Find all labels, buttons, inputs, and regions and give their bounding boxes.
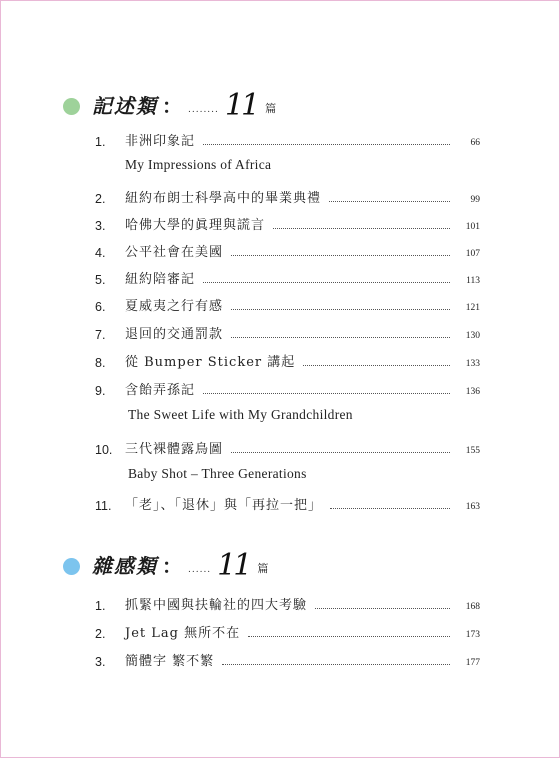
- dot-leader: [273, 227, 450, 229]
- entry-title: Jet Lag 無所不在: [125, 626, 241, 641]
- entry-number: 8.: [95, 356, 106, 370]
- entry-page: 177: [465, 658, 480, 668]
- entry-number: 1.: [95, 135, 106, 149]
- toc-entry[interactable]: [95, 495, 480, 513]
- dot-leader: [329, 200, 450, 202]
- entry-page: 163: [465, 502, 480, 512]
- entry-page: 130: [465, 331, 480, 341]
- dot-leader: [231, 336, 450, 338]
- entry-page: 66: [470, 138, 480, 148]
- entry-title: 簡體字 繁不繁: [125, 654, 215, 669]
- entry-page: 155: [465, 446, 480, 456]
- entry-title: 三代裸體露鳥圖: [125, 442, 224, 457]
- section-count: 11: [224, 88, 258, 123]
- dot-leader: [231, 451, 450, 453]
- toc-entry[interactable]: [95, 439, 480, 457]
- toc-entry[interactable]: [95, 269, 480, 287]
- entry-title: 含飴弄孫記: [125, 383, 196, 398]
- entry-number: 5.: [95, 273, 106, 287]
- section-header-reflections: [63, 548, 269, 583]
- dot-leader: [203, 143, 450, 145]
- dot-leader: [203, 281, 450, 283]
- entry-number: 11.: [95, 499, 112, 513]
- toc-entry[interactable]: [95, 352, 480, 370]
- entry-number: 3.: [95, 655, 106, 669]
- toc-entry[interactable]: [95, 324, 480, 342]
- dot-leader: [303, 364, 450, 366]
- entry-subtitle: My Impressions of Africa: [125, 157, 272, 172]
- entry-page: 113: [466, 276, 480, 286]
- section-colon: ：: [162, 94, 182, 118]
- dot-leader: [231, 308, 450, 310]
- dot-leader: [315, 607, 450, 609]
- toc-entry[interactable]: [95, 131, 480, 149]
- section-title: 雜感類: [92, 554, 158, 578]
- section-dots: ......: [188, 565, 212, 575]
- entry-page: 101: [465, 222, 480, 232]
- entry-title: 非洲印象記: [125, 134, 196, 149]
- entry-number: 10.: [95, 443, 113, 457]
- toc-entry[interactable]: [95, 296, 480, 314]
- entry-number: 2.: [95, 627, 106, 641]
- toc-entry[interactable]: [95, 380, 480, 398]
- entry-page: 136: [465, 387, 480, 397]
- entry-title: 退回的交通罰款: [125, 327, 224, 342]
- toc-entry[interactable]: [95, 242, 480, 260]
- section-count: 11: [217, 548, 250, 583]
- dot-leader: [203, 392, 450, 394]
- entry-title: 抓緊中國與扶輪社的四大考驗: [125, 598, 308, 613]
- toc-entry[interactable]: [95, 623, 480, 641]
- toc-entry[interactable]: [95, 188, 480, 206]
- entry-title: 紐約布朗士科學高中的畢業典禮: [125, 191, 322, 206]
- dot-leader: [231, 254, 450, 256]
- dot-leader: [248, 635, 450, 637]
- blue-circle-icon: [63, 558, 80, 575]
- entry-title: 哈佛大學的眞理與謊言: [125, 218, 266, 233]
- section-unit: 篇: [257, 562, 269, 575]
- entry-page: 107: [465, 249, 480, 259]
- entry-number: 4.: [95, 246, 106, 260]
- toc-entry[interactable]: [95, 595, 480, 613]
- dot-leader: [222, 663, 450, 665]
- entry-subtitle: Baby Shot – Three Generations: [128, 466, 307, 481]
- entry-page: 173: [465, 630, 480, 640]
- entry-number: 9.: [95, 384, 106, 398]
- entry-title: 公平社會在美國: [125, 245, 224, 260]
- entry-title: 「老」、「退休」與「再拉一把」: [125, 498, 323, 513]
- entry-page: 133: [465, 359, 480, 369]
- entry-number: 3.: [95, 219, 106, 233]
- entry-number: 6.: [95, 300, 106, 314]
- entry-number: 2.: [95, 192, 106, 206]
- section-title: 記述類: [92, 94, 158, 118]
- toc-entry[interactable]: [95, 215, 480, 233]
- entry-number: 7.: [95, 328, 106, 342]
- toc-entry[interactable]: [95, 651, 480, 669]
- section-colon: ：: [162, 554, 182, 578]
- section-dots: ........: [188, 105, 219, 115]
- dot-leader: [330, 507, 450, 509]
- entry-title: 從 Bumper Sticker 講起: [125, 355, 296, 370]
- entry-title: 夏威夷之行有感: [125, 299, 224, 314]
- entry-page: 99: [470, 195, 480, 205]
- entry-page: 168: [465, 602, 480, 612]
- entry-number: 1.: [95, 599, 106, 613]
- section-unit: 篇: [265, 102, 277, 115]
- entry-subtitle: The Sweet Life with My Grandchildren: [128, 407, 353, 422]
- green-circle-icon: [63, 98, 80, 115]
- entry-title: 紐約陪審記: [125, 272, 196, 287]
- section-header-narrative: [63, 88, 277, 123]
- entry-page: 121: [465, 303, 480, 313]
